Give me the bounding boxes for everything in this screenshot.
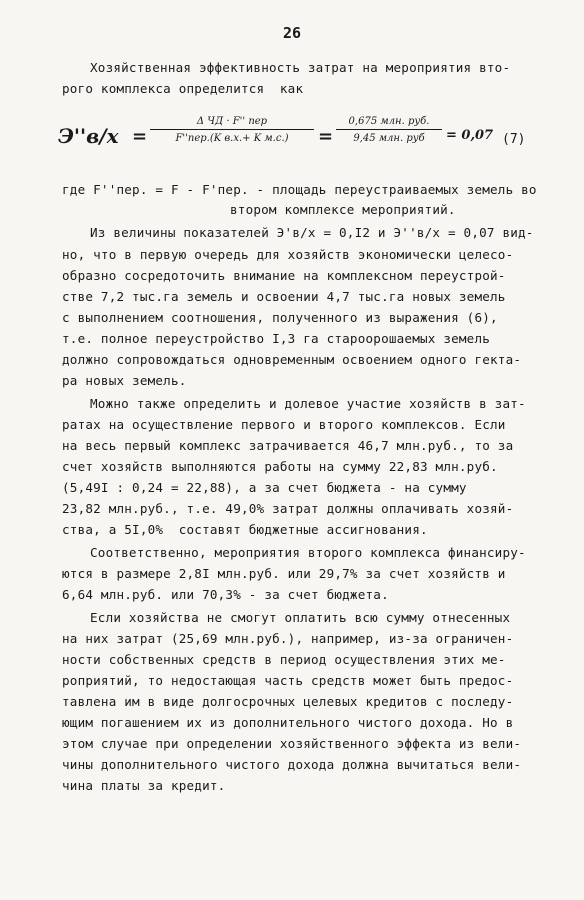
equals-sign: = bbox=[318, 126, 334, 147]
para4-line: ющим погашением их из дополнительного чистого дохода. Но в bbox=[62, 715, 514, 730]
para4-line: тавлена им в виде долгосрочных целевых кредитов с последу- bbox=[62, 694, 514, 709]
equation-number: (7) bbox=[502, 132, 526, 147]
para2-line: (5,49I : 0,24 = 22,88), а за счет бюджета - на сумму bbox=[62, 480, 467, 495]
para1-line: но, что в первую очередь для хозяйств экономически целесо- bbox=[62, 247, 514, 262]
para4-line: Если хозяйства не смогут оплатить всю сумму отнесенных bbox=[90, 610, 511, 625]
para2-line: на весь первый комплекс затрачивается 46,7 млн.руб., то за bbox=[62, 438, 514, 453]
para4-line: роприятий, то недостающая часть средств может быть предос- bbox=[62, 673, 514, 688]
para4-line: чины дополнительного чистого дохода должна вычитаться вели- bbox=[62, 757, 522, 772]
where-line: где F''пер. = F - F'пер. - площадь переустраиваемых земель во bbox=[62, 182, 537, 197]
para1-line: образно сосредоточить внимание на комплексном переустрой- bbox=[62, 268, 506, 283]
equals-sign: = bbox=[132, 126, 148, 147]
fraction-2-numerator: 0,675 млн. руб. bbox=[336, 116, 442, 130]
para2-line: счет хозяйств выполняются работы на сумму 22,83 млн.руб. bbox=[62, 459, 498, 474]
para4-line: ности собственных средств в период осуществления этих ме- bbox=[62, 652, 506, 667]
fraction-1-numerator: Δ ЧД · F'' пер bbox=[150, 116, 314, 130]
para1-line: ра новых земель. bbox=[62, 373, 187, 388]
formula-lhs: Э''в/х bbox=[58, 124, 119, 148]
where-line: втором комплексе мероприятий. bbox=[230, 202, 456, 217]
para4-line: на них затрат (25,69 млн.руб.), например, из-за ограничен- bbox=[62, 631, 514, 646]
fraction-1-denominator: F''пер.(K в.х.+ K м.с.) bbox=[175, 133, 289, 144]
para1-line: Из величины показателей Э'в/х = 0,I2 и Э''в/х = 0,07 вид- bbox=[90, 225, 534, 240]
para3-line: Соответственно, мероприятия второго комплекса финансиру- bbox=[90, 545, 526, 560]
formula-7 bbox=[58, 112, 528, 164]
para4-line: чина платы за кредит. bbox=[62, 778, 226, 793]
para3-line: 6,64 млн.руб. или 70,3% - за счет бюджета. bbox=[62, 587, 389, 602]
fraction-1 bbox=[150, 116, 314, 144]
para1-line: с выполнением соотношения, полученного из выражения (6), bbox=[62, 310, 498, 325]
para1-line: т.е. полное переустройство I,3 га староорошаемых земель bbox=[62, 331, 491, 346]
para2-line: ратах на осуществление первого и второго комплексов. Если bbox=[62, 417, 506, 432]
page-number: 26 bbox=[282, 24, 302, 42]
para3-line: ются в размере 2,8I млн.руб. или 29,7% за счет хозяйств и bbox=[62, 566, 506, 581]
fraction-2 bbox=[336, 116, 442, 144]
para2-line: Можно также определить и долевое участие хозяйств в зат- bbox=[90, 396, 526, 411]
intro-line: рого комплекса определится как bbox=[62, 81, 304, 96]
fraction-2-denominator: 9,45 млн. руб bbox=[353, 133, 425, 144]
para4-line: этом случае при определении хозяйственного эффекта из вели- bbox=[62, 736, 522, 751]
para1-line: стве 7,2 тыс.га земель и освоении 4,7 тыс.га новых земель bbox=[62, 289, 506, 304]
intro-line: Хозяйственная эффективность затрат на мероприятия вто- bbox=[90, 60, 511, 75]
para1-line: должно сопровождаться одновременным освоением одного гекта- bbox=[62, 352, 522, 367]
para2-line: 23,82 млн.руб., т.е. 49,0% затрат должны оплачивать хозяй- bbox=[62, 501, 514, 516]
para2-line: ства, а 5I,0% составят бюджетные ассигнования. bbox=[62, 522, 428, 537]
formula-result: = 0,07 bbox=[446, 128, 494, 143]
